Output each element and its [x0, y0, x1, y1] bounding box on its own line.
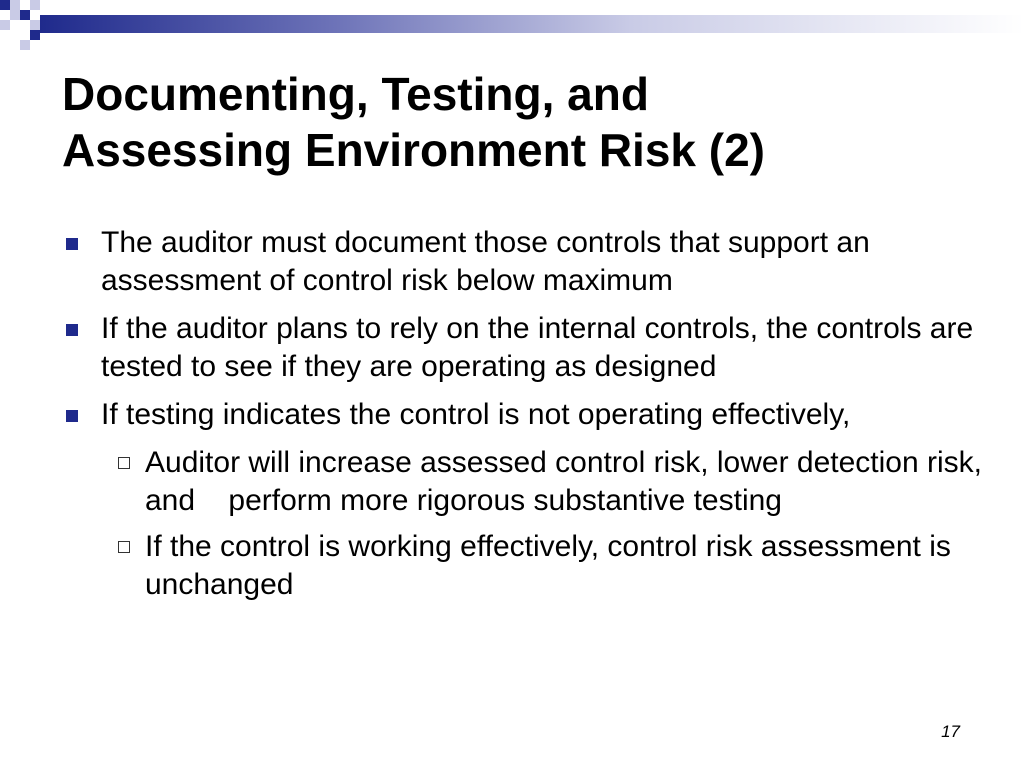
slide-title [62, 66, 1002, 178]
slide-number: 17 [941, 722, 960, 741]
bullet-text: If testing indicates the control is not operating effectively, [101, 398, 851, 431]
decorative-square-icon [20, 10, 30, 20]
slide-body [62, 224, 991, 612]
hollow-square-icon [118, 541, 130, 553]
slide-title-line: Documenting, Testing, and [62, 68, 649, 120]
bullet-text: The auditor must document those controls that support an assessment of control risk below maximum [101, 226, 870, 297]
filled-square-icon [66, 238, 78, 250]
decorative-square-icon [0, 20, 10, 30]
decorative-square-icon [10, 10, 20, 20]
bullet-item [62, 224, 982, 300]
sub-bullet-item [118, 528, 982, 604]
decorative-square-icon [30, 20, 40, 30]
bullet-item [62, 396, 982, 434]
bullet-text: If the auditor plans to rely on the internal controls, the controls are tested to see if they are operating as designed [101, 312, 974, 383]
header-decoration [0, 0, 1024, 48]
slide-title-line: Assessing Environment Risk (2) [62, 124, 765, 176]
decorative-square-icon [10, 0, 20, 10]
bullet-item [62, 310, 982, 386]
sub-bullet-item [118, 444, 991, 520]
hollow-square-icon [118, 457, 130, 469]
filled-square-icon [66, 410, 78, 422]
sub-bullet-text: If the control is working effectively, control risk assessment is unchanged [145, 530, 951, 601]
sub-bullet-text: Auditor will increase assessed control risk, lower detection risk, and perform more rigorous substantive testing [145, 446, 991, 517]
decorative-square-icon [30, 0, 40, 10]
decorative-square-icon [30, 30, 40, 40]
filled-square-icon [66, 324, 78, 336]
decorative-square-icon [20, 40, 30, 50]
decorative-square-icon [0, 0, 10, 10]
gradient-band [40, 15, 1024, 33]
